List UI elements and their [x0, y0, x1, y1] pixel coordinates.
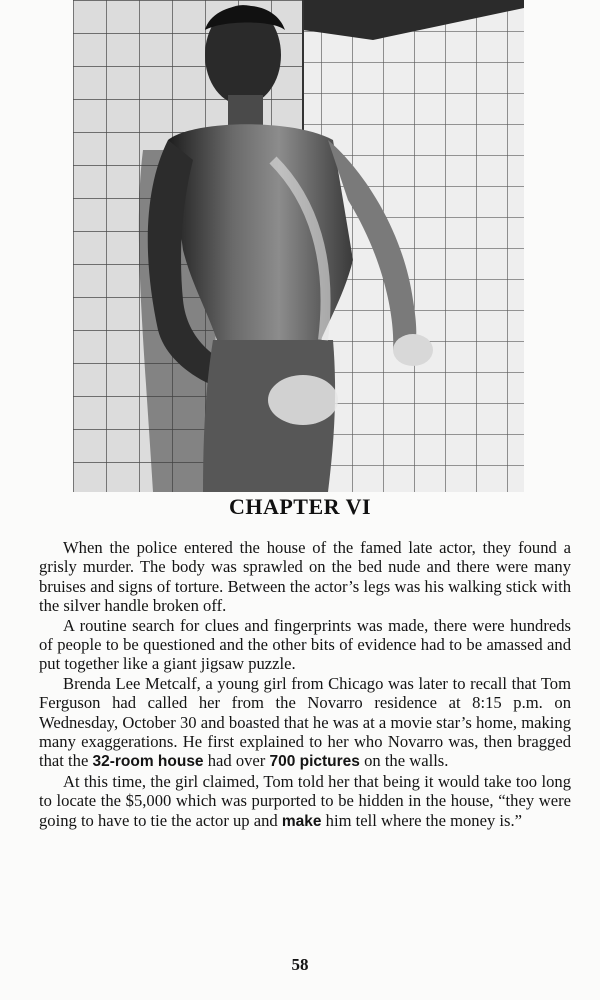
bold-phrase: 32-room house	[92, 753, 204, 771]
chapter-title: CHAPTER VI	[228, 494, 372, 519]
body-text	[39, 538, 571, 831]
text-run: When the police entered the house of the famed late actor, they found a grisly murder. The body was sprawled on the bed nude and there were many bruises and signs of torture. Between the actor’s legs was his walking stick with the silver handle broken off.	[39, 538, 571, 616]
text-run: A routine search for clues and fingerprints was made, there were hundreds of people to be questioned and the other bits of evidence had to be amassed and put together like a giant jigsaw puzzle.	[39, 615, 571, 674]
bold-phrase: make	[281, 812, 322, 830]
paragraph	[39, 674, 571, 772]
page-number: 58	[291, 955, 309, 974]
paragraph	[39, 538, 571, 616]
paragraph	[39, 772, 571, 831]
text-run: Brenda Lee Metcalf, a young girl from Chicago was later to recall that Tom Ferguson had called her from the Novarro residence at 8:15 p.m. on Wednesday, October 30 and boasted that he was at a movie star’s home, making many exaggerations. He first explained to her who Novarro was, then bragged that the	[39, 673, 571, 771]
bold-phrase: 700 pictures	[269, 753, 360, 771]
shower-photograph	[73, 0, 524, 492]
text-run: on the walls.	[359, 751, 449, 771]
text-run: him tell where the money is.”	[321, 810, 522, 830]
text-run: had over	[203, 751, 270, 771]
paragraph	[39, 616, 571, 674]
text-run: At this time, the girl claimed, Tom told her that being it would take too long to locate the $5,000 which was purported to be hidden in the house, “they were going to have to tie the actor up and	[39, 771, 571, 830]
